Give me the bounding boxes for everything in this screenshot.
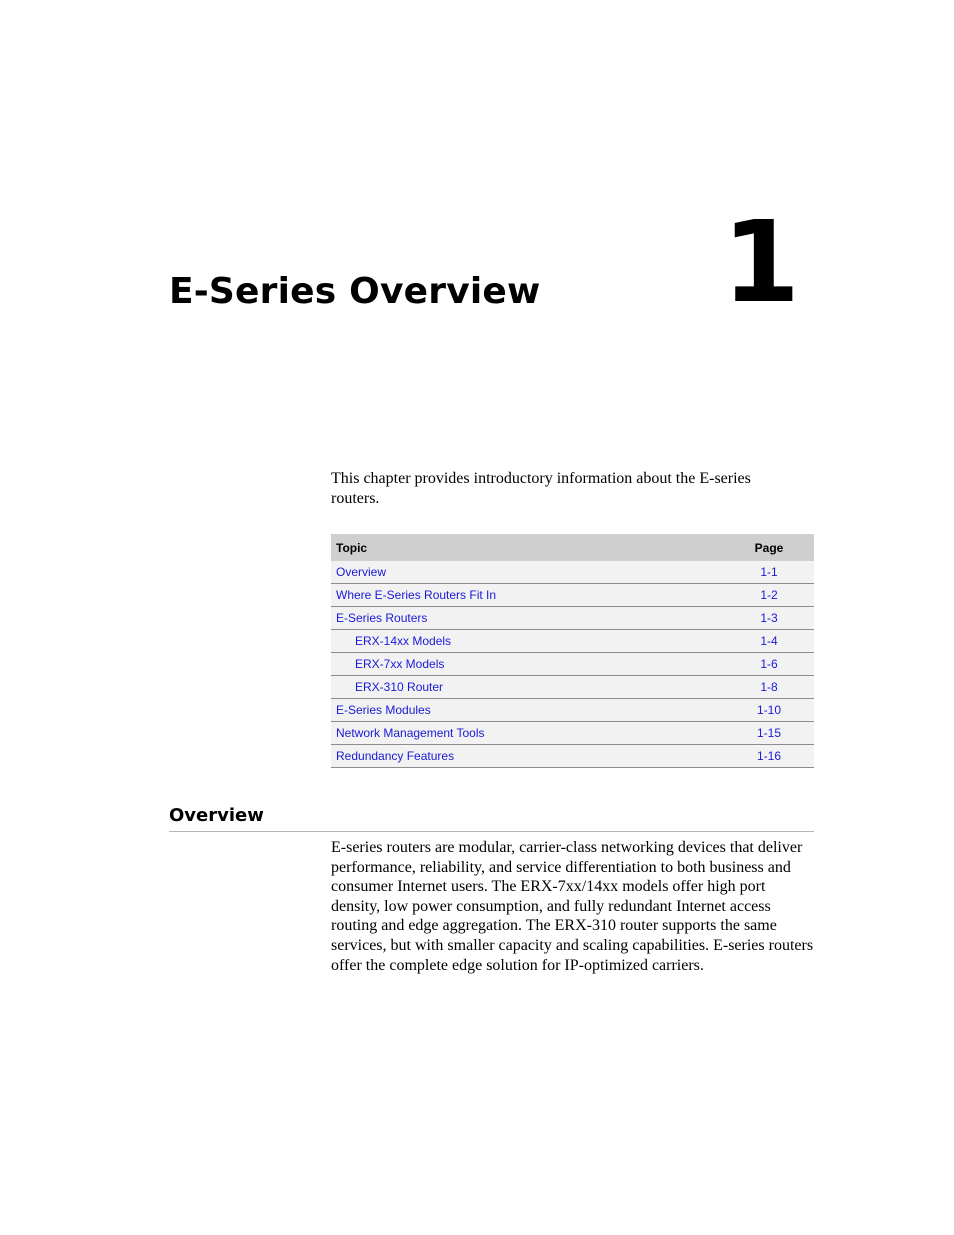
topic-link-network-management[interactable]: Network Management Tools: [331, 722, 724, 745]
table-row: [331, 561, 814, 584]
page-link[interactable]: 1-6: [724, 653, 814, 676]
topic-column-header: Topic: [331, 534, 724, 561]
topic-link-e-series-routers[interactable]: E-Series Routers: [331, 607, 724, 630]
topic-link-erx-7xx[interactable]: ERX-7xx Models: [331, 653, 724, 676]
page-link[interactable]: 1-10: [724, 699, 814, 722]
page-link[interactable]: 1-15: [724, 722, 814, 745]
chapter-number: 1: [722, 198, 800, 328]
topic-link-erx-14xx[interactable]: ERX-14xx Models: [331, 630, 724, 653]
topic-table: [331, 534, 814, 768]
page-link[interactable]: 1-2: [724, 584, 814, 607]
page-column-header: Page: [724, 534, 814, 561]
page-link[interactable]: 1-4: [724, 630, 814, 653]
page-link[interactable]: 1-8: [724, 676, 814, 699]
table-row: [331, 607, 814, 630]
topic-table-header: [331, 534, 814, 561]
chapter-title: E-Series Overview: [169, 271, 541, 312]
overview-paragraph: E-series routers are modular, carrier-class networking devices that deliver performance, reliability, and service differentiation to both business and consumer Internet users. The ERX-7xx/14xx models offer high port density, low power consumption, and fully redundant Internet access routing and edge aggregation. The ERX-310 router supports the same services, but with smaller capacity and scaling capabilities. E-series routers offer the complete edge solution for IP-optimized carriers.: [331, 839, 814, 974]
page-link[interactable]: 1-3: [724, 607, 814, 630]
table-row: [331, 745, 814, 768]
topic-link-e-series-modules[interactable]: E-Series Modules: [331, 699, 724, 722]
table-row: [331, 630, 814, 653]
table-row: [331, 676, 814, 699]
overview-heading: Overview: [169, 805, 264, 826]
topic-link-overview[interactable]: Overview: [331, 561, 724, 584]
table-row: [331, 653, 814, 676]
page-link[interactable]: 1-16: [724, 745, 814, 768]
topic-link-erx-310[interactable]: ERX-310 Router: [331, 676, 724, 699]
topic-link-redundancy[interactable]: Redundancy Features: [331, 745, 724, 768]
table-row: [331, 722, 814, 745]
page-link[interactable]: 1-1: [724, 561, 814, 584]
topic-link-where-routers-fit[interactable]: Where E-Series Routers Fit In: [331, 584, 724, 607]
table-row: [331, 699, 814, 722]
intro-paragraph: This chapter provides introductory information about the E-series routers.: [331, 470, 751, 507]
table-row: [331, 584, 814, 607]
section-divider: [169, 831, 814, 832]
